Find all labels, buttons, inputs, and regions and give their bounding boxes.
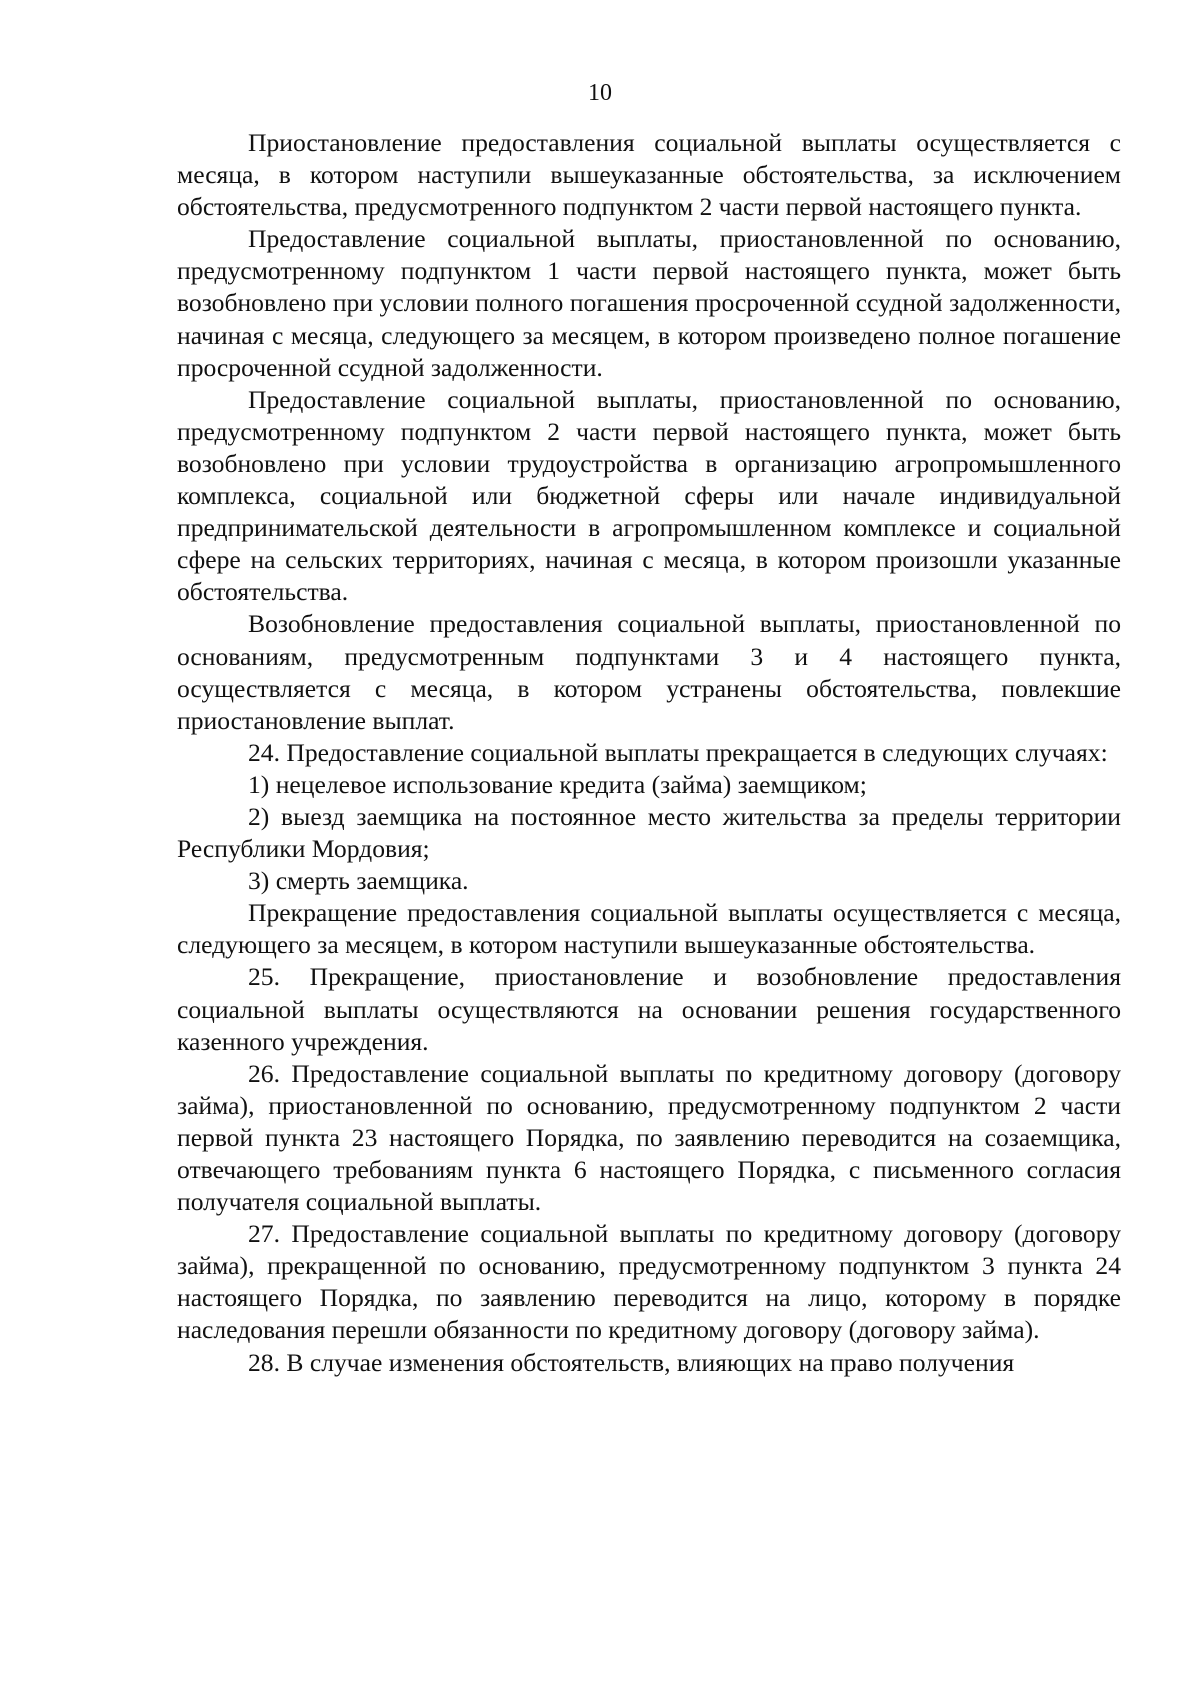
list-item-1: 1) нецелевое использование кредита (займа) заемщиком;: [248, 769, 867, 799]
paragraph-clause-28: 28. В случае изменения обстоятельств, влияющих на право получения: [248, 1347, 1015, 1377]
paragraph-suspension-start: Приостановление предоставления социальной выплаты осуществляется с месяца, в котором наступили вышеуказанные обстоятельства, за исключением обстоятельства, предусмотренного подпунктом 2 части первой настоящего пункта.: [177, 128, 1121, 222]
paragraph-clause-24: 24. Предоставление социальной выплаты прекращается в следующих случаях:: [248, 737, 1108, 767]
paragraph-resumption-subpoints-3-4: Возобновление предоставления социальной выплаты, приостановленной по основаниям, предусмотренным подпунктами 3 и 4 настоящего пункта, осуществляется с месяца, в котором устранены обстоятельства, повлекшие приостановление выплат.: [177, 609, 1121, 735]
list-item-2: 2) выезд заемщика на постоянное место жительства за пределы территории Республики Мордовия;: [177, 801, 1121, 864]
list-item-3: 3) смерть заемщика.: [248, 866, 469, 896]
page-number: 10: [588, 80, 612, 106]
paragraph-resumption-subpoint-1: Предоставление социальной выплаты, приостановленной по основанию, предусмотренному подпунктом 1 части первой настоящего пункта, может быть возобновлено при условии полного погашения просроченной ссудной задолженности, начиная с месяца, следующего за месяцем, в котором произведено полное погашение просроченной ссудной задолженности.: [177, 224, 1121, 382]
paragraph-termination-start: Прекращение предоставления социальной выплаты осуществляется с месяца, следующего за месяцем, в котором наступили вышеуказанные обстоятельства.: [177, 898, 1121, 960]
paragraph-clause-26: 26. Предоставление социальной выплаты по кредитному договору (договору займа), приостановленной по основанию, предусмотренному подпунктом 2 части первой пункта 23 настоящего Порядка, по заявлению переводится на созаемщика, отвечающего требованиям пункта 6 настоящего Порядка, с письменного согласия получателя социальной выплаты.: [177, 1058, 1121, 1217]
paragraph-resumption-subpoint-2: Предоставление социальной выплаты, приостановленной по основанию, предусмотренному подпунктом 2 части первой настоящего пункта, может быть возобновлено при условии трудоустройства в организацию агропромышленного комплекса, социальной или бюджетной сферы или начале индивидуальной предпринимательской деятельности в агропромышленном комплексе и социальной сфере на сельских территориях, начиная с месяца, в котором произошли указанные обстоятельства.: [177, 384, 1121, 607]
paragraph-clause-25: 25. Прекращение, приостановление и возобновление предоставления социальной выплаты осуществляются на основании решения государственного казенного учреждения.: [177, 962, 1121, 1056]
paragraph-clause-27: 27. Предоставление социальной выплаты по кредитному договору (договору займа), прекращенной по основанию, предусмотренному подпунктом 3 пункта 24 настоящего Порядка, по заявлению переводится на лицо, которому в порядке наследования перешли обязанности по кредитному договору (договору займа).: [177, 1219, 1121, 1345]
document-body: [177, 127, 1121, 1379]
